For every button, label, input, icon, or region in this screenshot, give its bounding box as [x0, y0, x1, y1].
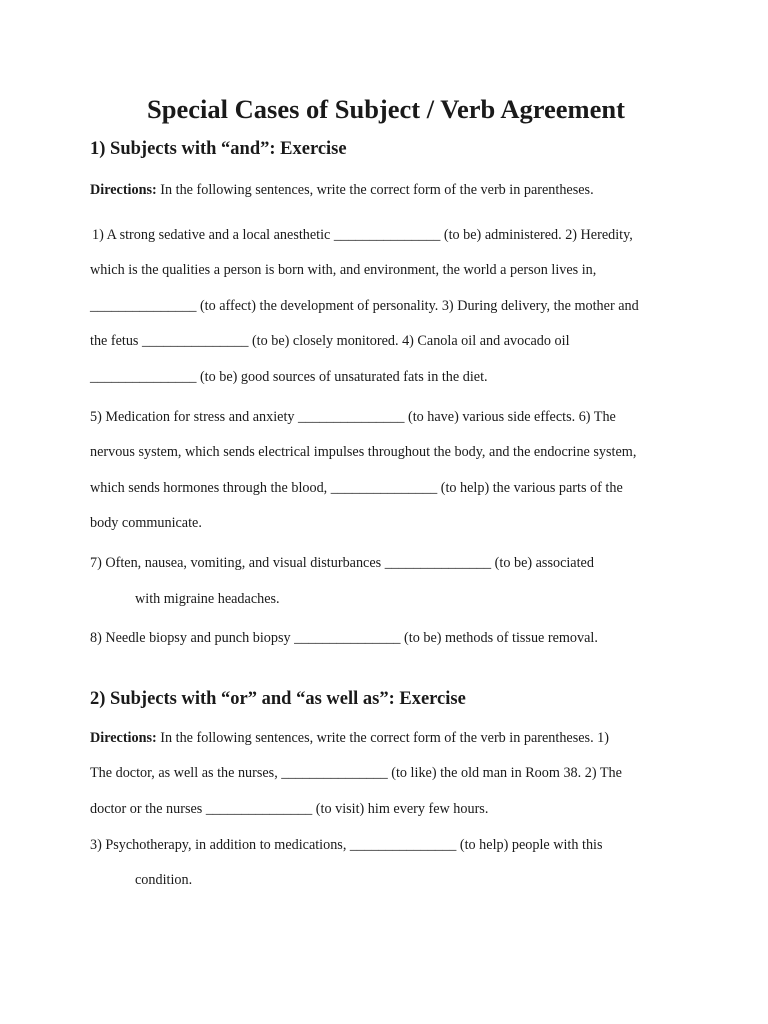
exercise-line: 3) Psychotherapy, in addition to medications, _______________ (to help) people with this	[90, 836, 603, 853]
section-1-paragraph-3	[90, 546, 682, 617]
section-2-paragraph-1	[90, 721, 682, 899]
section-1-directions	[90, 173, 682, 209]
section-1-heading: 1) Subjects with “and”: Exercise	[90, 139, 347, 159]
exercise-line: the fetus _______________ (to be) closely monitored. 4) Canola oil and avocado oil	[90, 333, 570, 350]
exercise-line: doctor or the nurses _______________ (to visit) him every few hours.	[90, 800, 489, 817]
directions-label: Directions:	[90, 182, 157, 198]
exercise-line: 1) A strong sedative and a local anesthetic _______________ (to be) administered. 2) Heredity,	[92, 226, 633, 243]
directions-label: Directions:	[90, 729, 157, 746]
exercise-line: _______________ (to affect) the development of personality. 3) During delivery, the mother and	[90, 297, 639, 314]
section-1-paragraph-4	[90, 621, 682, 657]
directions-text: In the following sentences, write the correct form of the verb in parentheses.	[156, 182, 594, 198]
exercise-line: which is the qualities a person is born with, and environment, the world a person lives in,	[90, 262, 597, 279]
exercise-line: nervous system, which sends electrical impulses throughout the body, and the endocrine system,	[90, 444, 637, 461]
page-title: Special Cases of Subject / Verb Agreement	[147, 94, 625, 124]
exercise-line: body communicate.	[90, 515, 202, 532]
exercise-line: The doctor, as well as the nurses, _______________ (to like) the old man in Room 38. 2) The	[90, 765, 622, 782]
exercise-line: with migraine headaches.	[135, 590, 280, 607]
exercise-line: 7) Often, nausea, vomiting, and visual disturbances _______________ (to be) associated	[90, 554, 594, 571]
exercise-line: 8) Needle biopsy and punch biopsy _______________ (to be) methods of tissue removal.	[90, 630, 598, 647]
section-1-paragraph-1	[90, 218, 682, 396]
exercise-line: which sends hormones through the blood, _______________ (to help) the various parts of the	[90, 479, 623, 496]
exercise-line: condition.	[135, 872, 193, 889]
section-1-paragraph-2	[90, 400, 682, 542]
directions-text: In the following sentences, write the correct form of the verb in parentheses. 1)	[156, 729, 609, 746]
section-2-directions	[90, 721, 682, 757]
section-2-heading: 2) Subjects with “or” and “as well as”: Exercise	[90, 688, 466, 709]
exercise-line: 5) Medication for stress and anxiety _______________ (to have) various side effects. 6) The	[90, 408, 616, 425]
exercise-line: _______________ (to be) good sources of unsaturated fats in the diet.	[90, 368, 488, 385]
